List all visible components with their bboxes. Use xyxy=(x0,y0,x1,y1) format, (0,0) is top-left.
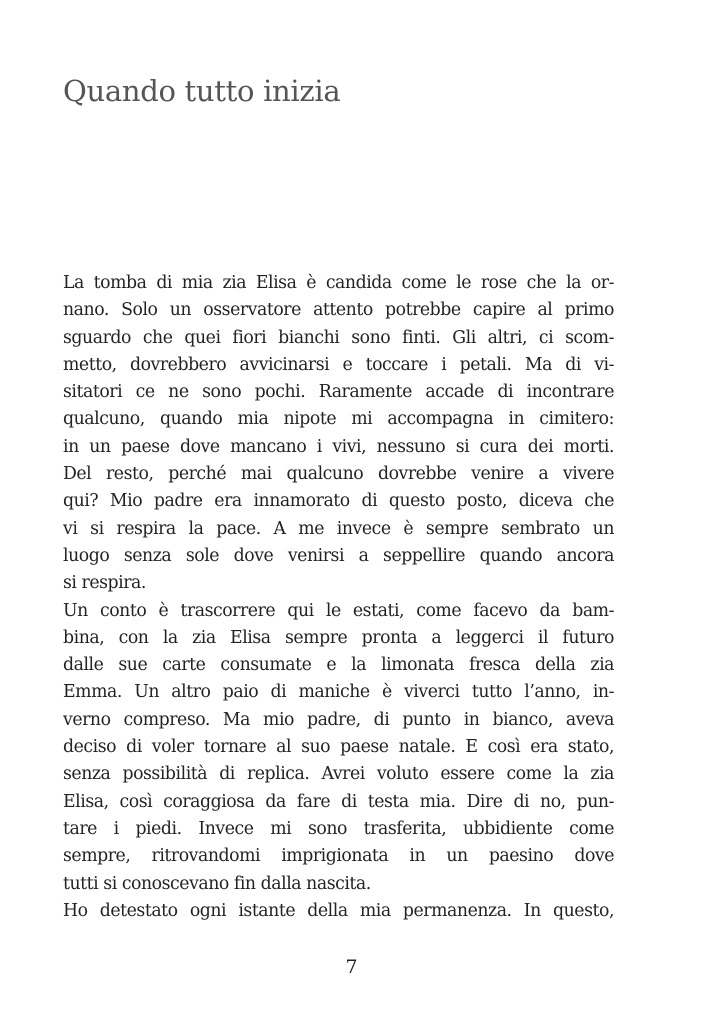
text-line: dalle sue carte consumate e la limonata fresca della zia xyxy=(63,655,614,676)
text-line: sitatori ce ne sono pochi. Raramente accade di incontrare xyxy=(63,382,614,403)
text-line: vi si respira la pace. A me invece è sempre sembrato un xyxy=(63,518,614,539)
text-line: Ho detestato ogni istante della mia permanenza. In questo, xyxy=(63,900,614,921)
chapter-title: Quando tutto inizia xyxy=(63,74,341,108)
text-line: nano. Solo un osservatore attento potrebbe capire al primo xyxy=(63,300,614,321)
text-line: Un conto è trascorrere qui le estati, come facevo da bam- xyxy=(63,600,614,621)
text-line: Del resto, perché mai qualcuno dovrebbe venire a vivere xyxy=(63,464,614,485)
text-line: tutti si conoscevano fin dalla nascita. xyxy=(63,873,371,894)
paragraph-3 xyxy=(63,898,614,925)
text-line: La tomba di mia zia Elisa è candida come le rose che la or- xyxy=(63,273,614,293)
text-line: si respira. xyxy=(63,573,146,594)
text-line: Emma. Un altro paio di maniche è viverci tutto l’anno, in- xyxy=(63,682,614,703)
text-line: senza possibilità di replica. Avrei voluto essere come la zia xyxy=(63,764,614,785)
text-line: metto, dovrebbero avvicinarsi e toccare i petali. Ma di vi- xyxy=(63,354,614,375)
text-line: sguardo che quei fiori bianchi sono finti. Gli altri, ci scom- xyxy=(63,327,614,348)
text-line: deciso di voler tornare al suo paese natale. E così era stato, xyxy=(63,737,614,758)
text-line: in un paese dove mancano i vivi, nessuno si cura dei morti. xyxy=(63,436,614,457)
text-line: sempre, ritrovandomi imprigionata in un paesino dove xyxy=(63,846,614,867)
text-line: tare i piedi. Invece mi sono trasferita, ubbidiente come xyxy=(63,818,614,839)
text-line: verno compreso. Ma mio padre, di punto in bianco, aveva xyxy=(63,709,614,730)
page-number: 7 xyxy=(345,956,358,978)
paragraph-2 xyxy=(63,598,614,898)
text-line: bina, con la zia Elisa sempre pronta a leggerci il futuro xyxy=(63,627,614,648)
text-line: qualcuno, quando mia nipote mi accompagna in cimitero: xyxy=(63,409,614,430)
text-line: Elisa, così coraggiosa da fare di testa mia. Dire di no, pun- xyxy=(63,791,614,812)
text-line: luogo senza sole dove venirsi a seppellire quando ancora xyxy=(63,545,614,566)
paragraph-1 xyxy=(63,270,614,598)
text-line: qui? Mio padre era innamorato di questo posto, diceva che xyxy=(63,491,614,512)
body-text xyxy=(63,270,614,925)
